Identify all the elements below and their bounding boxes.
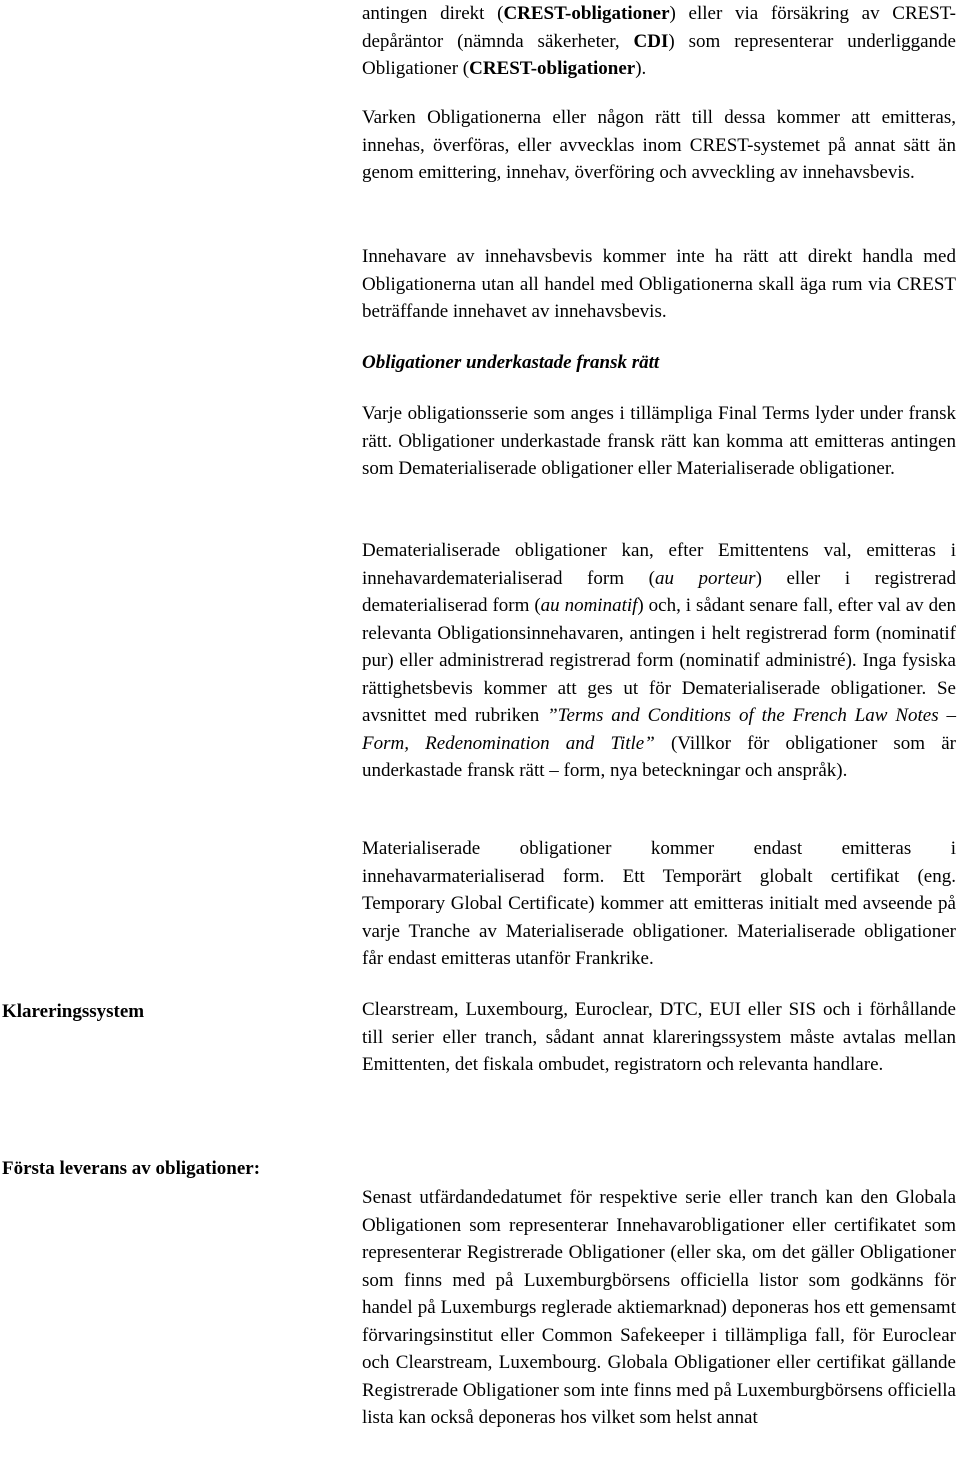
paragraph-french-law: Varje obligationsserie som anges i tillämpliga Final Terms lyder under fransk rätt. Obligationer underkastade fransk rätt kan komma att emitteras antingen som Dematerialiserade obligationer eller Materialiserade obligationer. bbox=[362, 403, 956, 479]
text-run: ) som representerar underliggande Obligationer ( bbox=[362, 30, 956, 79]
paragraph-dematerialised bbox=[362, 537, 956, 785]
label-initial-delivery: Första leverans av obligationer: bbox=[2, 1158, 261, 1179]
paragraph-clearing-system: Clearstream, Luxembourg, Euroclear, DTC, EUI eller SIS och i förhållande till serier eller tranch, sådant annat klareringssystem måste avtalas mellan Emittenten, det fiskala ombudet, registratorn och relevanta handlare. bbox=[362, 999, 956, 1075]
paragraph-crest-settlement: Varken Obligationerna eller någon rätt till dessa kommer att emitteras, innehas, överföras, eller avvecklas inom CREST-systemet på annat sätt än genom emittering, innehav, överföring och avveckling av innehavsbevis. bbox=[362, 107, 956, 183]
section-heading-french-law: Obligationer underkastade fransk rätt bbox=[362, 352, 660, 373]
text-run: ) och, i sådant senare fall, efter val av den relevanta Obligationsinnehavaren, antingen i helt registrerad form (nominatif pur) eller administrerad registrerad form (nominatif administré). Inga fysiska rättighetsbevis kommer att ges ut för Dematerialiserade obligationer. Se avsnittet med rubriken bbox=[362, 595, 957, 726]
term-au-porteur: au porteur bbox=[654, 567, 756, 589]
paragraph-materialised: Materialiserade obligationer kommer endast emitteras i innehavarmaterialiserad form. Ett Temporärt globalt certifikat (eng. Temporary Global Certificate) kommer att emitteras initialt med avseende på varje Tranche av Materialiserade obligationer. Materialiserade obligationer får endast emitteras utanför Frankrike. bbox=[362, 838, 956, 969]
label-clearing-system: Klareringssystem bbox=[2, 1001, 145, 1022]
text-run: antingen direkt ( bbox=[362, 3, 504, 24]
paragraph-crest-intro bbox=[362, 0, 956, 83]
text-run: (Villkor för obligationer som är underkastade fransk rätt – form, nya beteckningar och anspråk). bbox=[362, 732, 956, 781]
section-reference: ”Terms and Conditions of the French Law Notes – Form, Redenomination and Title” bbox=[362, 705, 956, 754]
text-run: ). bbox=[635, 58, 647, 79]
paragraph-initial-delivery: Senast utfärdandedatumet för respektive serie eller tranch kan den Globala Obligationen som representerar Innehavarobligationer eller certifikatet som representerar Registrerade Obligationer (eller ska, om det gäller Obligationer som finns med på Luxemburgbörsens officiella listor som godkänns för handel på Luxemburgs reglerade aktiemarknad) deponeras hos ett gemensamt förvaringsinstitut eller Common Safekeeper i tillämpliga fall, för Euroclear och Clearstream, Luxembourg. Globala Obligationer eller certifikat gällande Registrerade Obligationer som inte finns med på Luxemburgbörsens officiella lista kan också deponeras hos vilket som helst annat bbox=[362, 1187, 956, 1428]
term-crest-obligationer: CREST-obligationer bbox=[503, 3, 670, 24]
paragraph-holders: Innehavare av innehavsbevis kommer inte ha rätt att direkt handla med Obligationerna utan all handel med Obligationerna skall äga rum via CREST beträffande innehavet av innehavsbevis. bbox=[362, 246, 956, 322]
term-au-nominatif: au nominatif bbox=[540, 595, 638, 616]
term-cdi: CDI bbox=[633, 30, 669, 52]
text-run: ) eller i registrerad dematerialiserad form ( bbox=[362, 567, 956, 616]
text-run: Dematerialiserade obligationer kan, efter Emittentens val, emitteras i innehavardematerialiserad form ( bbox=[362, 540, 956, 589]
text-run: ) eller via försäkring av CREST-depåräntor (nämnda säkerheter, bbox=[362, 3, 956, 52]
term-crest-obligationer: CREST-obligationer bbox=[469, 58, 636, 79]
